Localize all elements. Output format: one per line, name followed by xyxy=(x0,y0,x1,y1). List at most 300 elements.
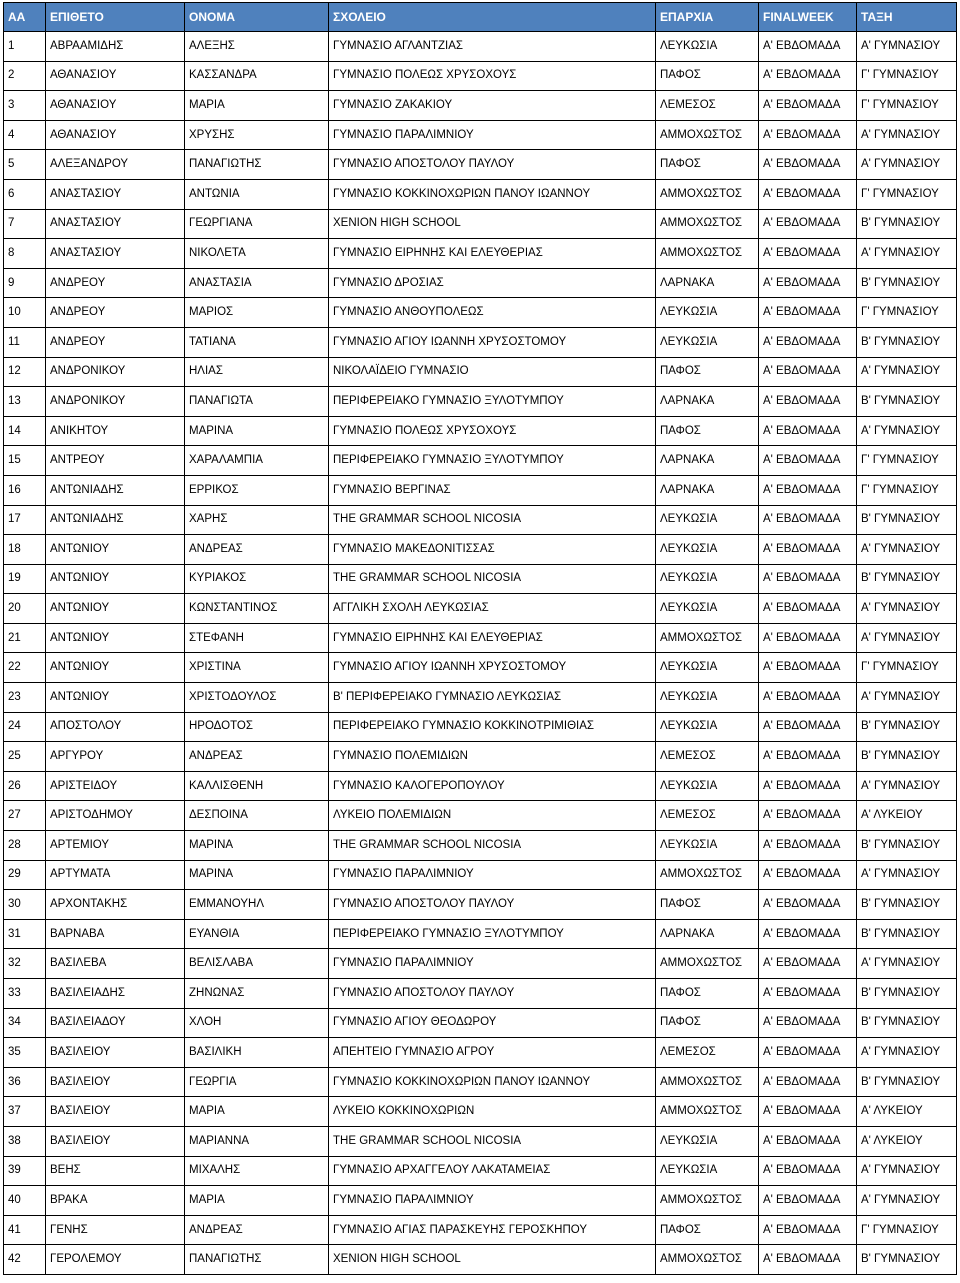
cell-district: ΛΕΥΚΩΣΙΑ xyxy=(656,683,759,713)
cell-finalweek: Α' ΕΒΔΟΜΑΔΑ xyxy=(759,742,857,772)
cell-district: ΠΑΦΟΣ xyxy=(656,979,759,1009)
cell-class: Β' ΓΥΜΝΑΣΙΟΥ xyxy=(857,890,957,920)
cell-name: ΕΥΑΝΘΙΑ xyxy=(185,919,329,949)
cell-finalweek: Α' ΕΒΔΟΜΑΔΑ xyxy=(759,475,857,505)
cell-school: ΓΥΜΝΑΣΙΟ ΔΡΟΣΙΑΣ xyxy=(329,268,656,298)
cell-finalweek: Α' ΕΒΔΟΜΑΔΑ xyxy=(759,239,857,269)
cell-class: Α' ΓΥΜΝΑΣΙΟΥ xyxy=(857,771,957,801)
cell-district: ΛΕΥΚΩΣΙΑ xyxy=(656,594,759,624)
cell-surname: ΑΘΑΝΑΣΙΟΥ xyxy=(46,91,185,121)
cell-surname: ΑΡΓΥΡΟΥ xyxy=(46,742,185,772)
cell-aa: 24 xyxy=(4,712,46,742)
cell-surname: ΑΡΙΣΤΟΔΗΜΟΥ xyxy=(46,801,185,831)
cell-aa: 4 xyxy=(4,120,46,150)
cell-class: Β' ΓΥΜΝΑΣΙΟΥ xyxy=(857,742,957,772)
header-row xyxy=(4,3,957,32)
cell-district: ΛΕΥΚΩΣΙΑ xyxy=(656,712,759,742)
table-row xyxy=(4,475,957,505)
cell-surname: ΑΝΤΩΝΙΟΥ xyxy=(46,623,185,653)
cell-finalweek: Α' ΕΒΔΟΜΑΔΑ xyxy=(759,61,857,91)
cell-name: ΑΝΑΣΤΑΣΙΑ xyxy=(185,268,329,298)
cell-class: Β' ΓΥΜΝΑΣΙΟΥ xyxy=(857,505,957,535)
cell-aa: 16 xyxy=(4,475,46,505)
table-row xyxy=(4,653,957,683)
cell-surname: ΑΝΤΩΝΙΟΥ xyxy=(46,535,185,565)
table-row xyxy=(4,949,957,979)
cell-finalweek: Α' ΕΒΔΟΜΑΔΑ xyxy=(759,890,857,920)
cell-finalweek: Α' ΕΒΔΟΜΑΔΑ xyxy=(759,505,857,535)
cell-name: ΣΤΕΦΑΝΗ xyxy=(185,623,329,653)
cell-school: ΓΥΜΝΑΣΙΟ ΕΙΡΗΝΗΣ ΚΑΙ ΕΛΕΥΘΕΡΙΑΣ xyxy=(329,623,656,653)
cell-surname: ΓΕΡΟΛΕΜΟΥ xyxy=(46,1245,185,1275)
cell-name: ΗΡΟΔΟΤΟΣ xyxy=(185,712,329,742)
cell-aa: 34 xyxy=(4,1008,46,1038)
cell-class: Β' ΓΥΜΝΑΣΙΟΥ xyxy=(857,327,957,357)
cell-class: Β' ΓΥΜΝΑΣΙΟΥ xyxy=(857,564,957,594)
cell-district: ΠΑΦΟΣ xyxy=(656,150,759,180)
cell-finalweek: Α' ΕΒΔΟΜΑΔΑ xyxy=(759,179,857,209)
cell-class: Α' ΓΥΜΝΑΣΙΟΥ xyxy=(857,623,957,653)
cell-name: ΒΕΛΙΣΛΑΒΑ xyxy=(185,949,329,979)
table-row xyxy=(4,742,957,772)
cell-surname: ΑΡΤΥΜΑΤΑ xyxy=(46,860,185,890)
cell-school: XENION HIGH SCHOOL xyxy=(329,209,656,239)
cell-surname: ΓΕΝΗΣ xyxy=(46,1215,185,1245)
table-row xyxy=(4,298,957,328)
table-row xyxy=(4,919,957,949)
cell-class: Α' ΓΥΜΝΑΣΙΟΥ xyxy=(857,150,957,180)
cell-aa: 27 xyxy=(4,801,46,831)
cell-name: ΔΕΣΠΟΙΝΑ xyxy=(185,801,329,831)
cell-aa: 38 xyxy=(4,1126,46,1156)
cell-school: ΠΕΡΙΦΕΡΕΙΑΚΟ ΓΥΜΝΑΣΙΟ ΚΟΚΚΙΝΟΤΡΙΜΙΘΙΑΣ xyxy=(329,712,656,742)
cell-aa: 41 xyxy=(4,1215,46,1245)
cell-aa: 15 xyxy=(4,446,46,476)
cell-finalweek: Α' ΕΒΔΟΜΑΔΑ xyxy=(759,298,857,328)
cell-school: ΓΥΜΝΑΣΙΟ ΖΑΚΑΚΙΟΥ xyxy=(329,91,656,121)
cell-school: ΓΥΜΝΑΣΙΟ ΠΑΡΑΛΙΜΝΙΟΥ xyxy=(329,1186,656,1216)
cell-name: ΑΝΔΡΕΑΣ xyxy=(185,535,329,565)
cell-district: ΠΑΦΟΣ xyxy=(656,357,759,387)
cell-surname: ΑΝΤΩΝΙΑΔΗΣ xyxy=(46,505,185,535)
cell-aa: 14 xyxy=(4,416,46,446)
cell-name: ΧΡΙΣΤΟΔΟΥΛΟΣ xyxy=(185,683,329,713)
cell-school: ΑΓΓΛΙΚΗ ΣΧΟΛΗ ΛΕΥΚΩΣΙΑΣ xyxy=(329,594,656,624)
cell-school: ΓΥΜΝΑΣΙΟ ΚΑΛΟΓΕΡΟΠΟΥΛΟΥ xyxy=(329,771,656,801)
cell-school: THE GRAMMAR SCHOOL NICOSIA xyxy=(329,831,656,861)
cell-class: Α' ΓΥΜΝΑΣΙΟΥ xyxy=(857,1186,957,1216)
cell-school: XENION HIGH SCHOOL xyxy=(329,1245,656,1275)
table-row xyxy=(4,1186,957,1216)
cell-school: ΝΙΚΟΛΑΪΔΕΙΟ ΓΥΜΝΑΣΙΟ xyxy=(329,357,656,387)
cell-aa: 37 xyxy=(4,1097,46,1127)
cell-aa: 23 xyxy=(4,683,46,713)
cell-district: ΛΕΥΚΩΣΙΑ xyxy=(656,505,759,535)
cell-school: ΓΥΜΝΑΣΙΟ ΠΑΡΑΛΙΜΝΙΟΥ xyxy=(329,949,656,979)
table-row xyxy=(4,268,957,298)
cell-district: ΑΜΜΟΧΩΣΤΟΣ xyxy=(656,1097,759,1127)
cell-finalweek: Α' ΕΒΔΟΜΑΔΑ xyxy=(759,949,857,979)
cell-district: ΑΜΜΟΧΩΣΤΟΣ xyxy=(656,1186,759,1216)
cell-aa: 31 xyxy=(4,919,46,949)
cell-school: ΓΥΜΝΑΣΙΟ ΑΠΟΣΤΟΛΟΥ ΠΑΥΛΟΥ xyxy=(329,150,656,180)
cell-surname: ΑΝΔΡΕΟΥ xyxy=(46,327,185,357)
cell-district: ΛΕΜΕΣΟΣ xyxy=(656,91,759,121)
table-row xyxy=(4,564,957,594)
header-school: ΣΧΟΛΕΙΟ xyxy=(329,3,656,32)
cell-finalweek: Α' ΕΒΔΟΜΑΔΑ xyxy=(759,209,857,239)
cell-surname: ΑΠΟΣΤΟΛΟΥ xyxy=(46,712,185,742)
header-district: ΕΠΑΡΧΙΑ xyxy=(656,3,759,32)
students-table xyxy=(3,2,957,1275)
table-row xyxy=(4,683,957,713)
cell-class: Β' ΓΥΜΝΑΣΙΟΥ xyxy=(857,1245,957,1275)
cell-name: ΜΑΡΙΝΑ xyxy=(185,860,329,890)
cell-finalweek: Α' ΕΒΔΟΜΑΔΑ xyxy=(759,1215,857,1245)
cell-finalweek: Α' ΕΒΔΟΜΑΔΑ xyxy=(759,860,857,890)
cell-aa: 6 xyxy=(4,179,46,209)
cell-name: ΠΑΝΑΓΙΩΤΑ xyxy=(185,387,329,417)
cell-class: Β' ΓΥΜΝΑΣΙΟΥ xyxy=(857,387,957,417)
cell-name: ΓΕΩΡΓΙΑ xyxy=(185,1067,329,1097)
cell-class: Β' ΓΥΜΝΑΣΙΟΥ xyxy=(857,919,957,949)
cell-district: ΛΕΥΚΩΣΙΑ xyxy=(656,1156,759,1186)
cell-aa: 17 xyxy=(4,505,46,535)
cell-school: ΓΥΜΝΑΣΙΟ ΑΠΟΣΤΟΛΟΥ ΠΑΥΛΟΥ xyxy=(329,979,656,1009)
cell-surname: ΑΝΤΩΝΙΟΥ xyxy=(46,564,185,594)
cell-surname: ΑΝΔΡΕΟΥ xyxy=(46,268,185,298)
cell-class: Β' ΓΥΜΝΑΣΙΟΥ xyxy=(857,979,957,1009)
cell-school: ΠΕΡΙΦΕΡΕΙΑΚΟ ΓΥΜΝΑΣΙΟ ΞΥΛΟΤΥΜΠΟΥ xyxy=(329,446,656,476)
cell-district: ΠΑΦΟΣ xyxy=(656,416,759,446)
table-row xyxy=(4,239,957,269)
cell-district: ΑΜΜΟΧΩΣΤΟΣ xyxy=(656,239,759,269)
cell-surname: ΒΑΣΙΛΕΙΟΥ xyxy=(46,1038,185,1068)
cell-surname: ΑΝΤΩΝΙΟΥ xyxy=(46,683,185,713)
cell-school: ΓΥΜΝΑΣΙΟ ΑΓΛΑΝΤΖΙΑΣ xyxy=(329,32,656,62)
table-row xyxy=(4,416,957,446)
cell-name: ΧΡΙΣΤΙΝΑ xyxy=(185,653,329,683)
cell-district: ΛΕΥΚΩΣΙΑ xyxy=(656,653,759,683)
cell-finalweek: Α' ΕΒΔΟΜΑΔΑ xyxy=(759,387,857,417)
cell-aa: 19 xyxy=(4,564,46,594)
cell-surname: ΑΝΔΡΟΝΙΚΟΥ xyxy=(46,357,185,387)
cell-name: ΑΛΕΞΗΣ xyxy=(185,32,329,62)
cell-name: ΠΑΝΑΓΙΩΤΗΣ xyxy=(185,1245,329,1275)
cell-district: ΑΜΜΟΧΩΣΤΟΣ xyxy=(656,209,759,239)
cell-school: ΓΥΜΝΑΣΙΟ ΑΓΙΑΣ ΠΑΡΑΣΚΕΥΗΣ ΓΕΡΟΣΚΗΠΟΥ xyxy=(329,1215,656,1245)
cell-class: Α' ΓΥΜΝΑΣΙΟΥ xyxy=(857,683,957,713)
cell-district: ΑΜΜΟΧΩΣΤΟΣ xyxy=(656,1067,759,1097)
table-row xyxy=(4,1156,957,1186)
cell-district: ΠΑΦΟΣ xyxy=(656,890,759,920)
cell-aa: 21 xyxy=(4,623,46,653)
table-row xyxy=(4,535,957,565)
cell-surname: ΑΡΙΣΤΕΙΔΟΥ xyxy=(46,771,185,801)
table-body xyxy=(4,32,957,1275)
cell-school: ΛΥΚΕΙΟ ΠΟΛΕΜΙΔΙΩΝ xyxy=(329,801,656,831)
cell-district: ΛΑΡΝΑΚΑ xyxy=(656,919,759,949)
cell-class: Β' ΓΥΜΝΑΣΙΟΥ xyxy=(857,712,957,742)
cell-school: ΓΥΜΝΑΣΙΟ ΒΕΡΓΙΝΑΣ xyxy=(329,475,656,505)
cell-name: ΜΑΡΙΟΣ xyxy=(185,298,329,328)
cell-name: ΜΑΡΙΑ xyxy=(185,1186,329,1216)
cell-surname: ΑΝΔΡΕΟΥ xyxy=(46,298,185,328)
cell-finalweek: Α' ΕΒΔΟΜΑΔΑ xyxy=(759,357,857,387)
cell-school: ΠΕΡΙΦΕΡΕΙΑΚΟ ΓΥΜΝΑΣΙΟ ΞΥΛΟΤΥΜΠΟΥ xyxy=(329,387,656,417)
table-row xyxy=(4,505,957,535)
cell-finalweek: Α' ΕΒΔΟΜΑΔΑ xyxy=(759,653,857,683)
cell-class: Γ' ΓΥΜΝΑΣΙΟΥ xyxy=(857,653,957,683)
cell-school: ΓΥΜΝΑΣΙΟ ΠΑΡΑΛΙΜΝΙΟΥ xyxy=(329,860,656,890)
cell-surname: ΑΛΕΞΑΝΔΡΟΥ xyxy=(46,150,185,180)
cell-district: ΑΜΜΟΧΩΣΤΟΣ xyxy=(656,179,759,209)
cell-class: Α' ΓΥΜΝΑΣΙΟΥ xyxy=(857,357,957,387)
header-name: ΟΝΟΜΑ xyxy=(185,3,329,32)
cell-district: ΠΑΦΟΣ xyxy=(656,1008,759,1038)
cell-name: ΜΑΡΙΝΑ xyxy=(185,416,329,446)
cell-surname: ΒΑΣΙΛΕΒΑ xyxy=(46,949,185,979)
cell-finalweek: Α' ΕΒΔΟΜΑΔΑ xyxy=(759,1186,857,1216)
cell-district: ΛΕΥΚΩΣΙΑ xyxy=(656,298,759,328)
cell-class: Γ' ΓΥΜΝΑΣΙΟΥ xyxy=(857,475,957,505)
cell-aa: 20 xyxy=(4,594,46,624)
cell-name: ΕΡΡΙΚΟΣ xyxy=(185,475,329,505)
cell-class: Β' ΓΥΜΝΑΣΙΟΥ xyxy=(857,268,957,298)
cell-class: Γ' ΓΥΜΝΑΣΙΟΥ xyxy=(857,446,957,476)
table-row xyxy=(4,1008,957,1038)
table-row xyxy=(4,32,957,62)
cell-surname: ΒΡΑΚΑ xyxy=(46,1186,185,1216)
cell-name: ΑΝΔΡΕΑΣ xyxy=(185,1215,329,1245)
cell-aa: 30 xyxy=(4,890,46,920)
cell-surname: ΑΒΡΑΑΜΙΔΗΣ xyxy=(46,32,185,62)
cell-surname: ΑΝΤΩΝΙΟΥ xyxy=(46,653,185,683)
header-aa: AA xyxy=(4,3,46,32)
cell-school: ΓΥΜΝΑΣΙΟ ΚΟΚΚΙΝΟΧΩΡΙΩΝ ΠΑΝΟΥ ΙΩΑΝΝΟΥ xyxy=(329,1067,656,1097)
cell-aa: 29 xyxy=(4,860,46,890)
table-row xyxy=(4,179,957,209)
cell-surname: ΒΑΣΙΛΕΙΟΥ xyxy=(46,1126,185,1156)
cell-finalweek: Α' ΕΒΔΟΜΑΔΑ xyxy=(759,1008,857,1038)
cell-aa: 2 xyxy=(4,61,46,91)
cell-aa: 28 xyxy=(4,831,46,861)
cell-finalweek: Α' ΕΒΔΟΜΑΔΑ xyxy=(759,801,857,831)
table-row xyxy=(4,890,957,920)
cell-class: Α' ΛΥΚΕΙΟΥ xyxy=(857,801,957,831)
cell-finalweek: Α' ΕΒΔΟΜΑΔΑ xyxy=(759,623,857,653)
cell-name: ΚΑΣΣΑΝΔΡΑ xyxy=(185,61,329,91)
table-header xyxy=(4,3,957,32)
cell-aa: 39 xyxy=(4,1156,46,1186)
table-row xyxy=(4,91,957,121)
cell-name: ΗΛΙΑΣ xyxy=(185,357,329,387)
cell-finalweek: Α' ΕΒΔΟΜΑΔΑ xyxy=(759,91,857,121)
cell-school: Β' ΠΕΡΙΦΕΡΕΙΑΚΟ ΓΥΜΝΑΣΙΟ ΛΕΥΚΩΣΙΑΣ xyxy=(329,683,656,713)
cell-class: Α' ΓΥΜΝΑΣΙΟΥ xyxy=(857,416,957,446)
cell-district: ΑΜΜΟΧΩΣΤΟΣ xyxy=(656,949,759,979)
cell-class: Β' ΓΥΜΝΑΣΙΟΥ xyxy=(857,209,957,239)
cell-finalweek: Α' ΕΒΔΟΜΑΔΑ xyxy=(759,771,857,801)
table-row xyxy=(4,1215,957,1245)
cell-school: ΛΥΚΕΙΟ ΚΟΚΚΙΝΟΧΩΡΙΩΝ xyxy=(329,1097,656,1127)
cell-district: ΛΑΡΝΑΚΑ xyxy=(656,387,759,417)
cell-finalweek: Α' ΕΒΔΟΜΑΔΑ xyxy=(759,32,857,62)
cell-school: ΓΥΜΝΑΣΙΟ ΑΓΙΟΥ ΙΩΑΝΝΗ ΧΡΥΣΟΣΤΟΜΟΥ xyxy=(329,653,656,683)
cell-name: ΧΑΡΗΣ xyxy=(185,505,329,535)
cell-district: ΑΜΜΟΧΩΣΤΟΣ xyxy=(656,120,759,150)
cell-surname: ΑΝΑΣΤΑΣΙΟΥ xyxy=(46,239,185,269)
cell-name: ΜΙΧΑΛΗΣ xyxy=(185,1156,329,1186)
cell-district: ΑΜΜΟΧΩΣΤΟΣ xyxy=(656,860,759,890)
header-finalweek: FINALWEEK xyxy=(759,3,857,32)
cell-surname: ΑΘΑΝΑΣΙΟΥ xyxy=(46,120,185,150)
table-row xyxy=(4,771,957,801)
cell-class: Γ' ΓΥΜΝΑΣΙΟΥ xyxy=(857,1215,957,1245)
cell-surname: ΒΑΣΙΛΕΙΑΔΗΣ xyxy=(46,979,185,1009)
cell-finalweek: Α' ΕΒΔΟΜΑΔΑ xyxy=(759,150,857,180)
cell-class: Α' ΓΥΜΝΑΣΙΟΥ xyxy=(857,120,957,150)
cell-finalweek: Α' ΕΒΔΟΜΑΔΑ xyxy=(759,416,857,446)
cell-finalweek: Α' ΕΒΔΟΜΑΔΑ xyxy=(759,564,857,594)
cell-name: ΖΗΝΩΝΑΣ xyxy=(185,979,329,1009)
cell-aa: 1 xyxy=(4,32,46,62)
cell-class: Α' ΛΥΚΕΙΟΥ xyxy=(857,1126,957,1156)
table-row xyxy=(4,623,957,653)
cell-surname: ΒΕΗΣ xyxy=(46,1156,185,1186)
cell-aa: 3 xyxy=(4,91,46,121)
cell-surname: ΑΡΤΕΜΙΟΥ xyxy=(46,831,185,861)
table-row xyxy=(4,61,957,91)
table-row xyxy=(4,801,957,831)
cell-district: ΑΜΜΟΧΩΣΤΟΣ xyxy=(656,1245,759,1275)
table-row xyxy=(4,150,957,180)
cell-school: ΑΠΕΗΤΕΙΟ ΓΥΜΝΑΣΙΟ ΑΓΡΟΥ xyxy=(329,1038,656,1068)
table-row xyxy=(4,712,957,742)
table-row xyxy=(4,446,957,476)
cell-aa: 18 xyxy=(4,535,46,565)
cell-school: ΓΥΜΝΑΣΙΟ ΜΑΚΕΔΟΝΙΤΙΣΣΑΣ xyxy=(329,535,656,565)
cell-finalweek: Α' ΕΒΔΟΜΑΔΑ xyxy=(759,1097,857,1127)
cell-district: ΛΕΥΚΩΣΙΑ xyxy=(656,32,759,62)
cell-surname: ΑΝΑΣΤΑΣΙΟΥ xyxy=(46,179,185,209)
table-row xyxy=(4,387,957,417)
cell-class: Α' ΓΥΜΝΑΣΙΟΥ xyxy=(857,949,957,979)
cell-school: ΓΥΜΝΑΣΙΟ ΑΝΘΟΥΠΟΛΕΩΣ xyxy=(329,298,656,328)
cell-class: Β' ΓΥΜΝΑΣΙΟΥ xyxy=(857,1067,957,1097)
cell-class: Α' ΓΥΜΝΑΣΙΟΥ xyxy=(857,239,957,269)
cell-class: Γ' ΓΥΜΝΑΣΙΟΥ xyxy=(857,179,957,209)
cell-aa: 5 xyxy=(4,150,46,180)
cell-name: ΧΛΟΗ xyxy=(185,1008,329,1038)
cell-district: ΛΑΡΝΑΚΑ xyxy=(656,446,759,476)
cell-district: ΛΕΥΚΩΣΙΑ xyxy=(656,535,759,565)
cell-surname: ΑΝΔΡΟΝΙΚΟΥ xyxy=(46,387,185,417)
cell-finalweek: Α' ΕΒΔΟΜΑΔΑ xyxy=(759,1245,857,1275)
cell-surname: ΒΑΣΙΛΕΙΟΥ xyxy=(46,1067,185,1097)
cell-school: ΓΥΜΝΑΣΙΟ ΠΑΡΑΛΙΜΝΙΟΥ xyxy=(329,120,656,150)
cell-finalweek: Α' ΕΒΔΟΜΑΔΑ xyxy=(759,919,857,949)
cell-surname: ΑΝΤΡΕΟΥ xyxy=(46,446,185,476)
cell-name: ΝΙΚΟΛΕΤΑ xyxy=(185,239,329,269)
cell-name: ΚΥΡΙΑΚΟΣ xyxy=(185,564,329,594)
cell-name: ΧΡΥΣΗΣ xyxy=(185,120,329,150)
cell-school: ΓΥΜΝΑΣΙΟ ΑΓΙΟΥ ΘΕΟΔΩΡΟΥ xyxy=(329,1008,656,1038)
table-row xyxy=(4,1038,957,1068)
cell-finalweek: Α' ΕΒΔΟΜΑΔΑ xyxy=(759,1067,857,1097)
cell-district: ΛΕΥΚΩΣΙΑ xyxy=(656,327,759,357)
cell-finalweek: Α' ΕΒΔΟΜΑΔΑ xyxy=(759,683,857,713)
cell-district: ΛΕΜΕΣΟΣ xyxy=(656,742,759,772)
cell-aa: 26 xyxy=(4,771,46,801)
cell-aa: 12 xyxy=(4,357,46,387)
cell-aa: 42 xyxy=(4,1245,46,1275)
table-row xyxy=(4,860,957,890)
cell-name: ΠΑΝΑΓΙΩΤΗΣ xyxy=(185,150,329,180)
cell-name: ΑΝΔΡΕΑΣ xyxy=(185,742,329,772)
cell-district: ΛΕΥΚΩΣΙΑ xyxy=(656,1126,759,1156)
cell-name: ΑΝΤΩΝΙΑ xyxy=(185,179,329,209)
cell-class: Γ' ΓΥΜΝΑΣΙΟΥ xyxy=(857,61,957,91)
table-row xyxy=(4,1126,957,1156)
cell-surname: ΑΝΤΩΝΙΑΔΗΣ xyxy=(46,475,185,505)
cell-finalweek: Α' ΕΒΔΟΜΑΔΑ xyxy=(759,594,857,624)
cell-school: ΓΥΜΝΑΣΙΟ ΑΠΟΣΤΟΛΟΥ ΠΑΥΛΟΥ xyxy=(329,890,656,920)
cell-school: ΓΥΜΝΑΣΙΟ ΠΟΛΕΜΙΔΙΩΝ xyxy=(329,742,656,772)
cell-aa: 8 xyxy=(4,239,46,269)
table-row xyxy=(4,327,957,357)
cell-name: ΜΑΡΙΝΑ xyxy=(185,831,329,861)
cell-surname: ΑΘΑΝΑΣΙΟΥ xyxy=(46,61,185,91)
cell-name: ΕΜΜΑΝΟΥΗΛ xyxy=(185,890,329,920)
cell-surname: ΒΑΣΙΛΕΙΟΥ xyxy=(46,1097,185,1127)
cell-class: Β' ΓΥΜΝΑΣΙΟΥ xyxy=(857,831,957,861)
cell-aa: 33 xyxy=(4,979,46,1009)
cell-district: ΠΑΦΟΣ xyxy=(656,61,759,91)
table-row xyxy=(4,1097,957,1127)
cell-name: ΓΕΩΡΓΙΑΝΑ xyxy=(185,209,329,239)
cell-finalweek: Α' ΕΒΔΟΜΑΔΑ xyxy=(759,831,857,861)
cell-name: ΜΑΡΙΑ xyxy=(185,1097,329,1127)
cell-class: Γ' ΓΥΜΝΑΣΙΟΥ xyxy=(857,91,957,121)
cell-finalweek: Α' ΕΒΔΟΜΑΔΑ xyxy=(759,120,857,150)
cell-school: ΓΥΜΝΑΣΙΟ ΠΟΛΕΩΣ ΧΡΥΣΟΧΟΥΣ xyxy=(329,416,656,446)
cell-finalweek: Α' ΕΒΔΟΜΑΔΑ xyxy=(759,446,857,476)
cell-aa: 22 xyxy=(4,653,46,683)
cell-class: Α' ΓΥΜΝΑΣΙΟΥ xyxy=(857,1156,957,1186)
cell-district: ΛΕΜΕΣΟΣ xyxy=(656,1038,759,1068)
cell-aa: 10 xyxy=(4,298,46,328)
cell-school: ΠΕΡΙΦΕΡΕΙΑΚΟ ΓΥΜΝΑΣΙΟ ΞΥΛΟΤΥΜΠΟΥ xyxy=(329,919,656,949)
table-row xyxy=(4,979,957,1009)
cell-class: Β' ΓΥΜΝΑΣΙΟΥ xyxy=(857,1008,957,1038)
cell-name: ΤΑΤΙΑΝΑ xyxy=(185,327,329,357)
cell-finalweek: Α' ΕΒΔΟΜΑΔΑ xyxy=(759,1038,857,1068)
cell-name: ΒΑΣΙΛΙΚΗ xyxy=(185,1038,329,1068)
cell-aa: 32 xyxy=(4,949,46,979)
cell-name: ΚΑΛΛΙΣΘΕΝΗ xyxy=(185,771,329,801)
cell-finalweek: Α' ΕΒΔΟΜΑΔΑ xyxy=(759,712,857,742)
cell-surname: ΑΝΑΣΤΑΣΙΟΥ xyxy=(46,209,185,239)
cell-class: Α' ΛΥΚΕΙΟΥ xyxy=(857,1097,957,1127)
cell-finalweek: Α' ΕΒΔΟΜΑΔΑ xyxy=(759,1126,857,1156)
cell-name: ΜΑΡΙΑ xyxy=(185,91,329,121)
cell-class: Α' ΓΥΜΝΑΣΙΟΥ xyxy=(857,1038,957,1068)
cell-surname: ΒΑΡΝΑΒΑ xyxy=(46,919,185,949)
cell-finalweek: Α' ΕΒΔΟΜΑΔΑ xyxy=(759,268,857,298)
cell-surname: ΑΝΤΩΝΙΟΥ xyxy=(46,594,185,624)
cell-aa: 11 xyxy=(4,327,46,357)
